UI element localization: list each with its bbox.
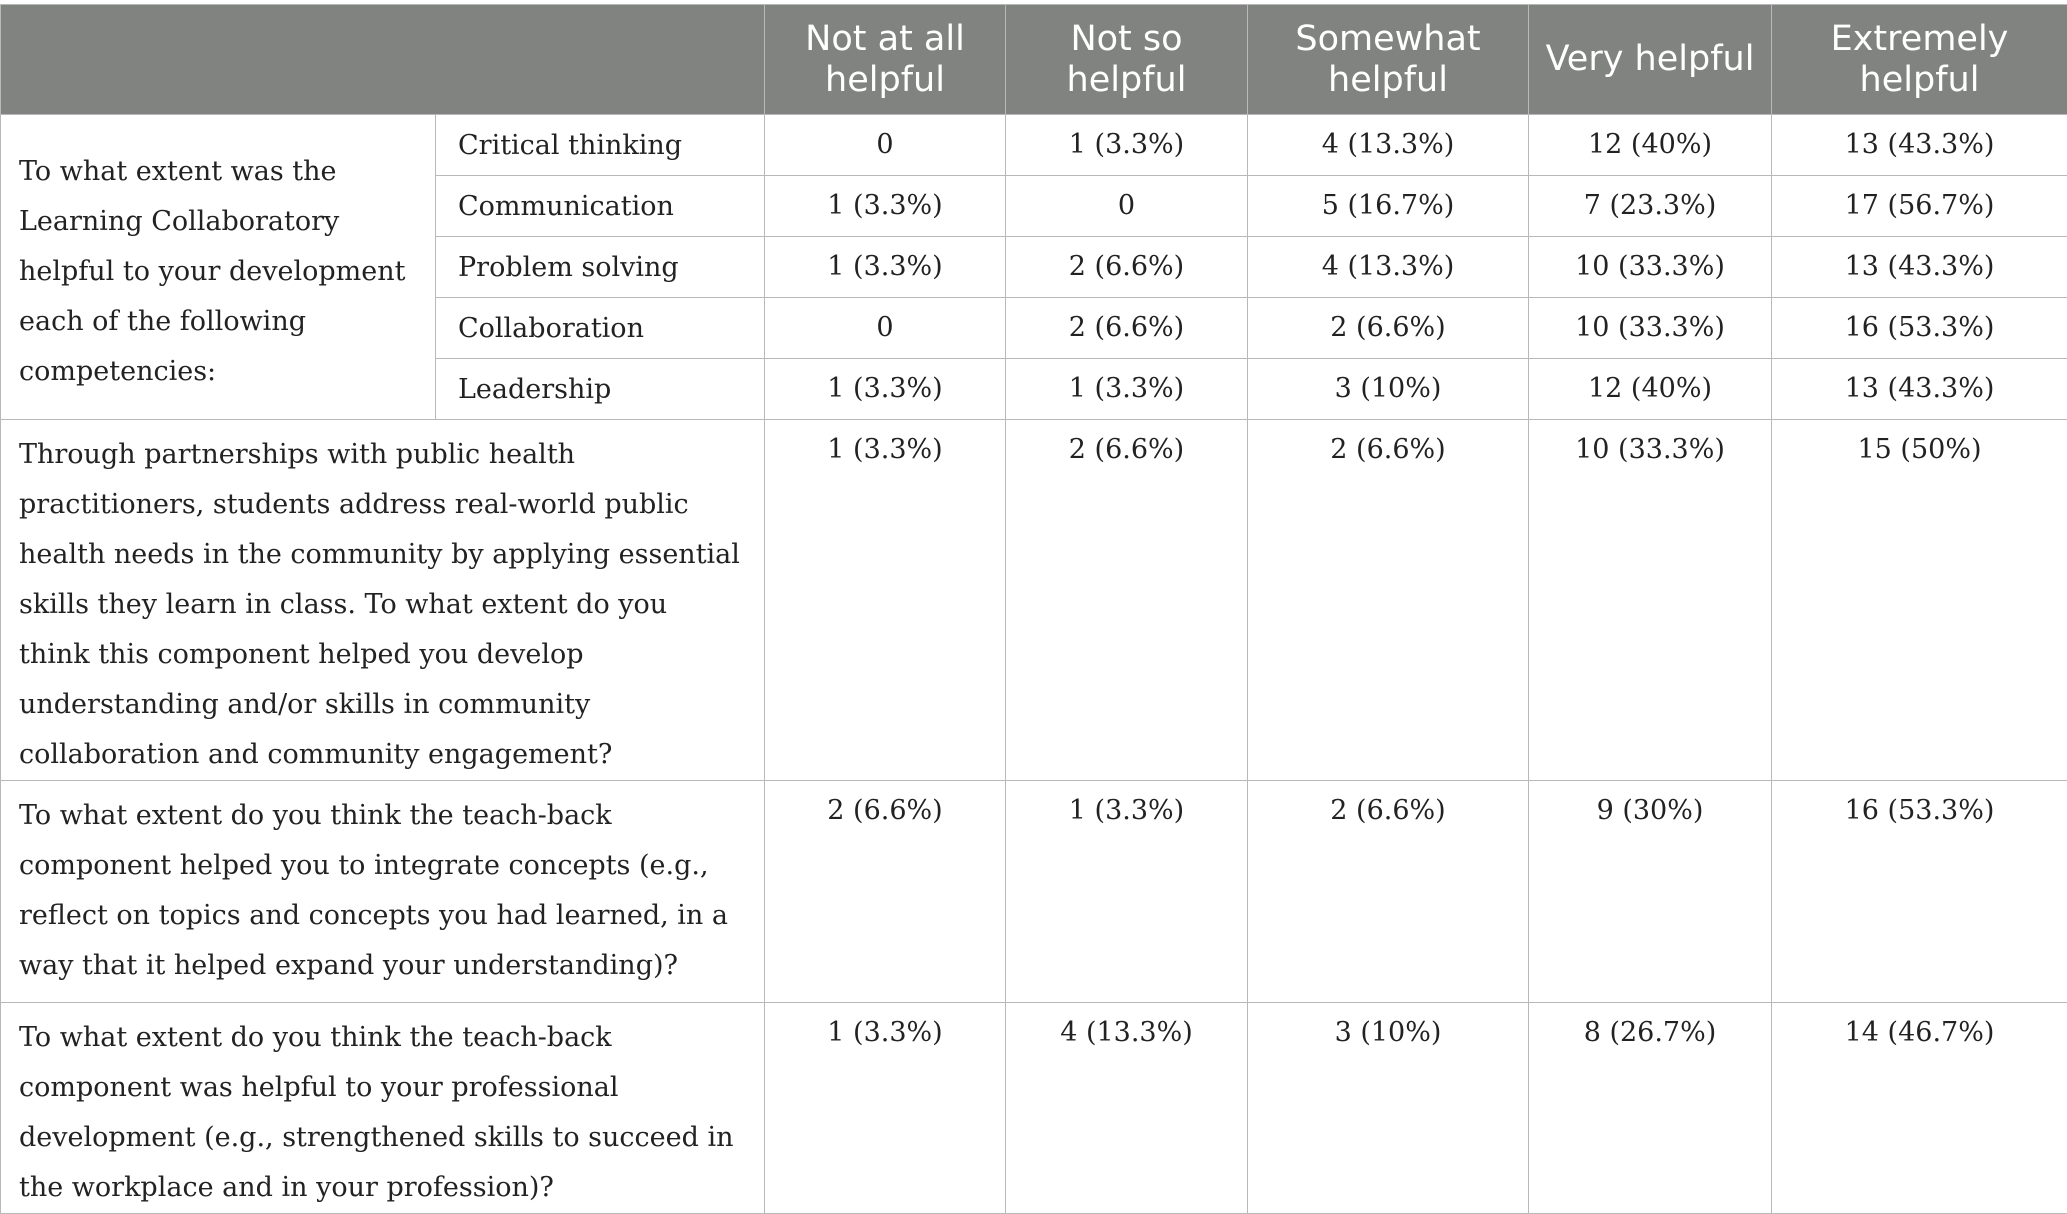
table-cell: 1 (3.3%) bbox=[765, 420, 1006, 781]
table-cell: 10 (33.3%) bbox=[1529, 237, 1772, 298]
table-cell: 16 (53.3%) bbox=[1772, 781, 2067, 1003]
table-cell: 0 bbox=[765, 298, 1006, 359]
question-text: To what extent do you think the teach-back component helped you to integrate concepts (e.g., reflect on topics and concepts you had learned, in a way that it helped expand your understanding)? bbox=[1, 781, 765, 1003]
header-not-at-all-helpful: Not at all helpful bbox=[765, 5, 1006, 115]
table-cell: 13 (43.3%) bbox=[1772, 237, 2067, 298]
competency-label: Collaboration bbox=[436, 298, 765, 359]
question-text: Through partnerships with public health practitioners, students address real-world public health needs in the community by applying essential skills they learn in class. To what extent do you think this component helped you develop understanding and/or skills in community collaboration and community engagement? bbox=[1, 420, 765, 781]
table-cell: 13 (43.3%) bbox=[1772, 359, 2067, 420]
table-cell: 1 (3.3%) bbox=[765, 237, 1006, 298]
header-row bbox=[1, 5, 2067, 115]
table-row bbox=[1, 781, 2067, 1003]
table-row bbox=[1, 1003, 2067, 1214]
table-cell: 2 (6.6%) bbox=[1248, 298, 1529, 359]
table-cell: 1 (3.3%) bbox=[1006, 359, 1248, 420]
table-cell: 8 (26.7%) bbox=[1529, 1003, 1772, 1214]
table-cell: 12 (40%) bbox=[1529, 115, 1772, 176]
table-cell: 1 (3.3%) bbox=[1006, 781, 1248, 1003]
table-cell: 4 (13.3%) bbox=[1006, 1003, 1248, 1214]
table-cell: 14 (46.7%) bbox=[1772, 1003, 2067, 1214]
table-cell: 1 (3.3%) bbox=[765, 176, 1006, 237]
table-cell: 1 (3.3%) bbox=[765, 359, 1006, 420]
table-cell: 10 (33.3%) bbox=[1529, 298, 1772, 359]
competencies-question: To what extent was the Learning Collaboratory helpful to your development each of the following competencies: bbox=[1, 115, 436, 420]
table-cell: 1 (3.3%) bbox=[765, 1003, 1006, 1214]
table-cell: 2 (6.6%) bbox=[1006, 298, 1248, 359]
table-cell: 12 (40%) bbox=[1529, 359, 1772, 420]
table-cell: 17 (56.7%) bbox=[1772, 176, 2067, 237]
table-row bbox=[1, 420, 2067, 781]
table-cell: 4 (13.3%) bbox=[1248, 115, 1529, 176]
table-cell: 3 (10%) bbox=[1248, 1003, 1529, 1214]
competency-label: Leadership bbox=[436, 359, 765, 420]
table-row bbox=[1, 115, 2067, 176]
survey-results-table bbox=[0, 4, 2067, 1214]
competency-label: Communication bbox=[436, 176, 765, 237]
table-cell: 2 (6.6%) bbox=[765, 781, 1006, 1003]
table-cell: 2 (6.6%) bbox=[1006, 420, 1248, 781]
competencies-group bbox=[1, 115, 2067, 420]
table-cell: 3 (10%) bbox=[1248, 359, 1529, 420]
table-cell: 2 (6.6%) bbox=[1248, 781, 1529, 1003]
header-extremely-helpful: Extremely helpful bbox=[1772, 5, 2067, 115]
table-cell: 9 (30%) bbox=[1529, 781, 1772, 1003]
table-cell: 4 (13.3%) bbox=[1248, 237, 1529, 298]
header-not-so-helpful: Not so helpful bbox=[1006, 5, 1248, 115]
table-cell: 2 (6.6%) bbox=[1006, 237, 1248, 298]
table-cell: 16 (53.3%) bbox=[1772, 298, 2067, 359]
competency-label: Problem solving bbox=[436, 237, 765, 298]
table-header bbox=[1, 5, 2067, 115]
table-cell: 13 (43.3%) bbox=[1772, 115, 2067, 176]
table-cell: 2 (6.6%) bbox=[1248, 420, 1529, 781]
question-text: To what extent do you think the teach-back component was helpful to your professional development (e.g., strengthened skills to succeed in the workplace and in your profession)? bbox=[1, 1003, 765, 1214]
header-blank-cell bbox=[1, 5, 765, 115]
competency-label: Critical thinking bbox=[436, 115, 765, 176]
table-cell: 0 bbox=[1006, 176, 1248, 237]
table-cell: 1 (3.3%) bbox=[1006, 115, 1248, 176]
table-cell: 0 bbox=[765, 115, 1006, 176]
header-very-helpful: Very helpful bbox=[1529, 5, 1772, 115]
table-cell: 7 (23.3%) bbox=[1529, 176, 1772, 237]
header-somewhat-helpful: Somewhat helpful bbox=[1248, 5, 1529, 115]
other-questions bbox=[1, 420, 2067, 1214]
table-cell: 5 (16.7%) bbox=[1248, 176, 1529, 237]
table-cell: 10 (33.3%) bbox=[1529, 420, 1772, 781]
table-cell: 15 (50%) bbox=[1772, 420, 2067, 781]
